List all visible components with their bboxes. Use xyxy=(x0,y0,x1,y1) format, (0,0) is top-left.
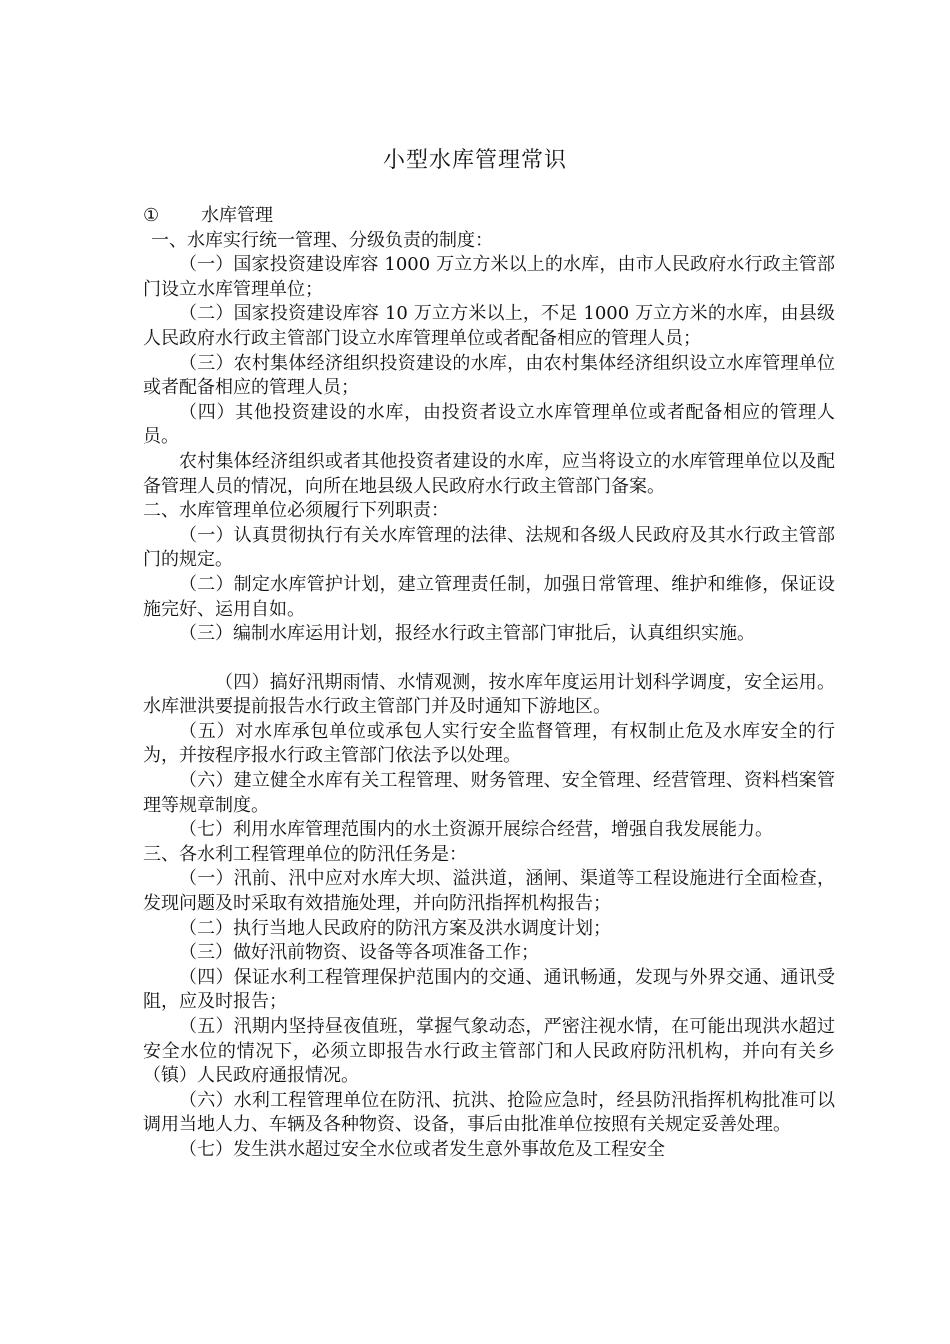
section-number: ① xyxy=(143,205,160,226)
paragraph: （六）建立健全水库有关工程管理、财务管理、安全管理、经营管理、资料档案管理等规章制度。 xyxy=(143,770,835,816)
paragraph: （四）搞好汛期雨情、水情观测，按水库年度运用计划科学调度，安全运用。水库泄洪要提前报告水行政主管部门并及时通知下游地区。 xyxy=(143,671,835,718)
paragraph: （六）水利工程管理单位在防汛、抗洪、抢险应急时，经县防汛指挥机构批准可以调用当地人力、车辆及各种物资、设备，事后由批准单位按照有关规定妥善处理。 xyxy=(143,1089,835,1136)
paragraph: 农村集体经济组织或者其他投资者建设的水库，应当将设立的水库管理单位以及配备管理人员的情况，向所在地县级人民政府水行政主管部门备案。 xyxy=(143,450,835,497)
blank-line xyxy=(143,647,835,671)
paragraph: （二）国家投资建设库容 10 万立方米以上，不足 1000 万立方米的水库，由县级人民政府水行政主管部门设立水库管理单位或者配备相应的管理人员； xyxy=(143,303,835,349)
paragraph: （一）认真贯彻执行有关水库管理的法律、法规和各级人民政府及其水行政主管部门的规定。 xyxy=(143,524,835,571)
heading-2: 二、水库管理单位必须履行下列职责： xyxy=(143,500,449,522)
paragraph: （四）保证水利工程管理保护范围内的交通、通讯畅通，发现与外界交通、通讯受阻，应及时报告； xyxy=(143,966,835,1013)
paragraph: （四）其他投资建设的水库，由投资者设立水库管理单位或者配备相应的管理人员。 xyxy=(143,401,835,448)
section-heading xyxy=(143,204,835,229)
paragraph: （三）农村集体经济组织投资建设的水库，由农村集体经济组织设立水库管理单位或者配备相应的管理人员； xyxy=(143,352,835,399)
paragraph: （二）执行当地人民政府的防汛方案及洪水调度计划； xyxy=(179,917,611,939)
paragraph: （一）汛前、汛中应对水库大坝、溢洪道，涵闸、渠道等工程设施进行全面检查，发现问题及时采取有效措施处理，并向防汛指挥机构报告； xyxy=(143,868,835,915)
paragraph: （五）汛期内坚持昼夜值班，掌握气象动态，严密注视水情，在可能出现洪水超过安全水位的情况下，必须立即报告水行政主管部门和人民政府防汛机构，并向有关乡（镇）人民政府通报情况。 xyxy=(143,1016,835,1087)
document-body xyxy=(143,204,835,1163)
paragraph: （二）制定水库管护计划，建立管理责任制，加强日常管理、维护和维修，保证设施完好、运用自如。 xyxy=(143,573,835,620)
document-title: 小型水库管理常识 xyxy=(382,148,567,173)
paragraph: （一）国家投资建设库容 1000 万立方米以上的水库，由市人民政府水行政主管部门设立水库管理单位； xyxy=(143,254,835,300)
heading-1: 一、水库实行统一管理、分级负责的制度： xyxy=(151,229,493,251)
paragraph: （三）做好汛前物资、设备等各项准备工作； xyxy=(179,942,539,964)
paragraph: （七）发生洪水超过安全水位或者发生意外事故危及工程安全 xyxy=(179,1138,665,1160)
paragraph: （五）对水库承包单位或承包人实行安全监督管理，有权制止危及水库安全的行为，并按程序报水行政主管部门依法予以处理。 xyxy=(143,720,835,767)
heading-3: 三、各水利工程管理单位的防汛任务是： xyxy=(143,843,467,865)
section-label: 水库管理 xyxy=(201,205,273,226)
paragraph: （三）编制水库运用计划，报经水行政主管部门审批后，认真组织实施。 xyxy=(179,623,755,645)
paragraph: （七）利用水库管理范围内的水土资源开展综合经营，增强自我发展能力。 xyxy=(179,819,773,841)
